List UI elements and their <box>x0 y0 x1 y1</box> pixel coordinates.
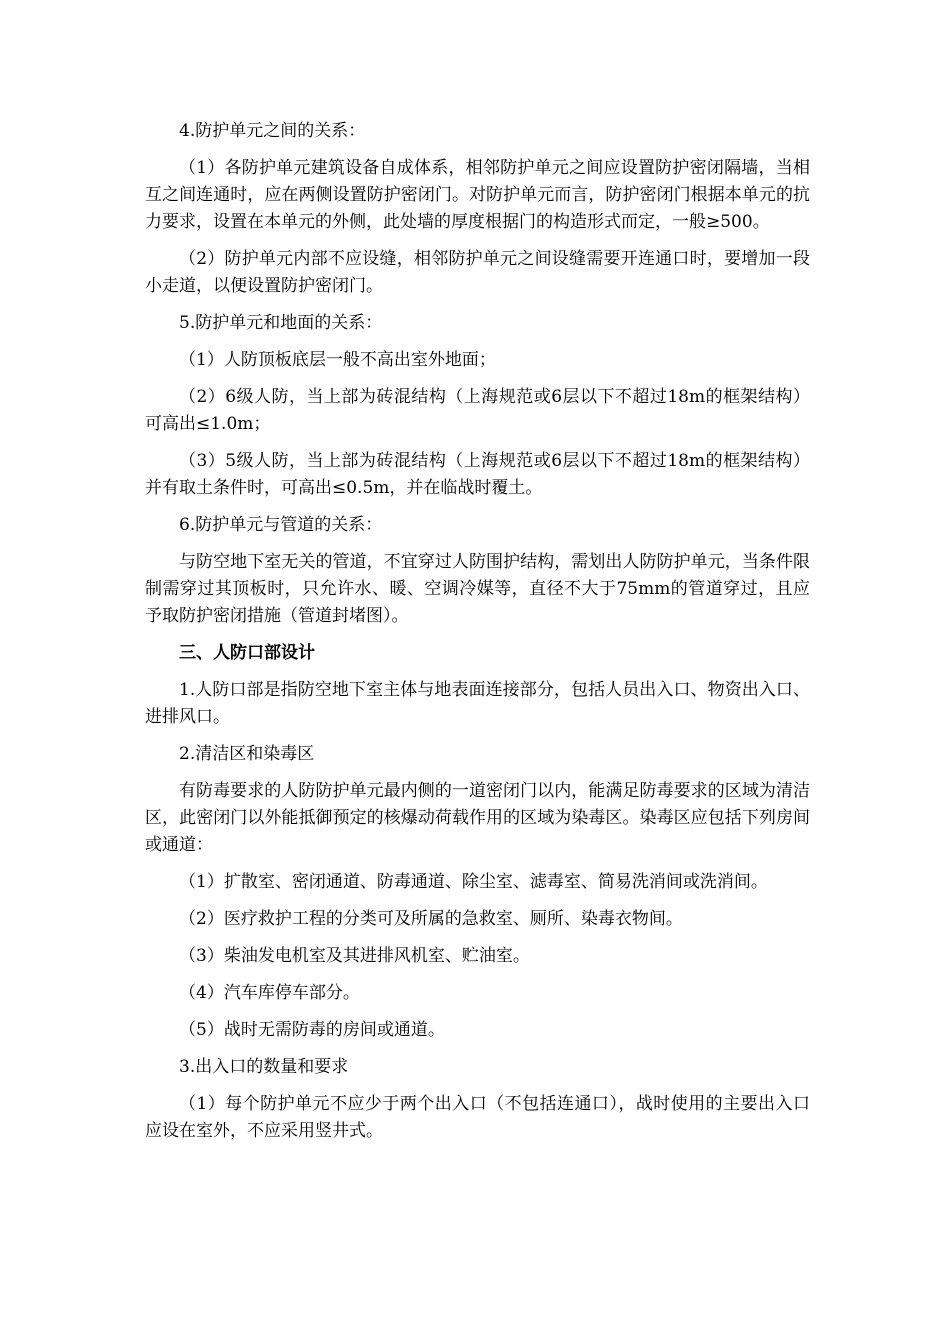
paragraph-5-3: （3）5级人防，当上部为砖混结构（上海规范或6层以下不超过18m的框架结构）并有取土条件时，可高出≤0.5m，并在临战时覆土。 <box>145 451 810 498</box>
list-item-5: （5）战时无需防毒的房间或通道。 <box>179 1020 445 1040</box>
section-heading-3: 三、人防口部设计 <box>179 643 315 663</box>
paragraph-4-1: （1）各防护单元建筑设备自成体系，相邻防护单元之间应设置防护密闭隔墙，当相互之间连通时，应在两侧设置防护密闭门。对防护单元而言，防护密闭门根据本单元的抗力要求，设置在本单元的外侧，此处墙的厚度根据门的构造形式而定，一般≥500。 <box>145 158 810 232</box>
paragraph-5-1: （1）人防顶板底层一般不高出室外地面； <box>179 350 496 370</box>
list-item-1: （1）扩散室、密闭通道、防毒通道、除尘室、滤毒室、简易洗消间或洗消间。 <box>179 872 768 892</box>
paragraph-s3-1: 1.人防口部是指防空地下室主体与地表面连接部分，包括人员出入口、物资出入口、进排风口。 <box>145 680 810 727</box>
list-item-4: （4）汽车库停车部分。 <box>179 983 360 1003</box>
paragraph-4-heading: 4.防护单元之间的关系： <box>179 121 366 141</box>
paragraph-6-body: 与防空地下室无关的管道，不宜穿过人防围护结构，需划出人防防护单元，当条件限制需穿过其顶板时，只允许水、暖、空调冷媒等，直径不大于75mm的管道穿过，且应予取防护密闭措施（管道封堵图）。 <box>145 552 810 626</box>
paragraph-5-heading: 5.防护单元和地面的关系： <box>179 313 383 333</box>
paragraph-s3-3-heading: 3.出入口的数量和要求 <box>179 1057 349 1077</box>
paragraph-6-heading: 6.防护单元与管道的关系： <box>179 515 383 535</box>
paragraph-4-2: （2）防护单元内部不应设缝，相邻防护单元之间设缝需要开连通口时，要增加一段小走道，以便设置防护密闭门。 <box>145 249 810 296</box>
paragraph-s3-2-heading: 2.清洁区和染毒区 <box>179 744 315 764</box>
paragraph-s3-3-1: （1）每个防护单元不应少于两个出入口（不包括连通口），战时使用的主要出入口应设在室外，不应采用竖井式。 <box>145 1094 810 1141</box>
paragraph-s3-2-body: 有防毒要求的人防防护单元最内侧的一道密闭门以内，能满足防毒要求的区域为清洁区，此密闭门以外能抵御预定的核爆动荷载作用的区域为染毒区。染毒区应包括下列房间或通道： <box>145 781 810 855</box>
paragraph-5-2: （2）6级人防，当上部为砖混结构（上海规范或6层以下不超过18m的框架结构）可高出≤1.0m； <box>145 387 810 434</box>
document-page <box>145 118 810 1155</box>
list-item-3: （3）柴油发电机室及其进排风机室、贮油室。 <box>179 946 530 966</box>
list-item-2: （2）医疗救护工程的分类可及所属的急救室、厕所、染毒衣物间。 <box>179 909 683 929</box>
